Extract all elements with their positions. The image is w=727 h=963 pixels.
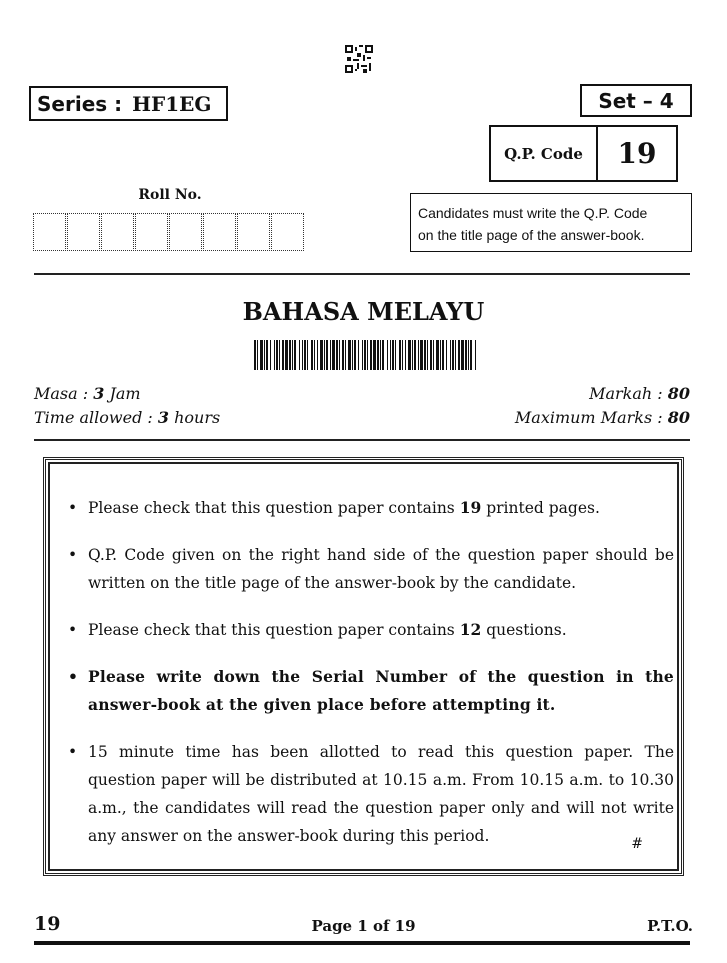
barcode-bar (326, 340, 328, 370)
barcode-bar (336, 340, 338, 370)
questions-count: 12 (459, 620, 482, 639)
barcode-bar (461, 340, 464, 370)
maximum-marks-line (515, 408, 690, 427)
instruction-item: • 15 minute time has been allotted to read this question paper. The question paper will be distributed at 10.15 a.m. From 10.15 a.m. to 10.30 a.m., the candidates will read the question paper only and will not write any answer on the answer-book during this period. (66, 738, 674, 850)
barcode-bar (307, 340, 308, 370)
barcode-bar (302, 340, 303, 370)
footer-rule (34, 941, 690, 945)
candidates-note-box (410, 193, 692, 252)
series-box (29, 86, 228, 121)
barcode-bar (345, 340, 346, 370)
markah-label: Markah : (589, 384, 668, 403)
roll-no-cell (271, 213, 304, 251)
instruction-item (66, 494, 674, 522)
instruction-text: Please check that this question paper contains (88, 621, 460, 639)
set-label: Set – 4 (598, 88, 674, 113)
roll-no-cell (237, 213, 270, 251)
barcode-bar (468, 340, 469, 370)
barcode-bar (342, 340, 344, 370)
roll-no-cell (135, 213, 168, 251)
barcode-bar (436, 340, 439, 370)
masa-line (34, 384, 141, 403)
instruction-item: • Q.P. Code given on the right hand side of the question paper should be written on the title page of the answer-book by the candidate. (66, 541, 674, 597)
header-divider (34, 273, 690, 275)
barcode-bar (387, 340, 388, 370)
candidates-note-line: Candidates must write the Q.P. Code (418, 205, 648, 221)
max-marks-value: 80 (667, 408, 690, 427)
barcode-bar (455, 340, 456, 370)
barcode-bar (470, 340, 472, 370)
barcode-bar (266, 340, 268, 370)
roll-no-cell (101, 213, 134, 251)
barcode-bar (317, 340, 318, 370)
time-allowed-line (34, 408, 220, 427)
barcode-bar (330, 340, 331, 370)
masa-value: 3 (93, 384, 105, 403)
barcode-bar (420, 340, 423, 370)
subject-title: BAHASA MELAYU (242, 297, 485, 326)
time-value: 3 (157, 408, 170, 427)
barcode-bar (292, 340, 293, 370)
barcode-bar (399, 340, 401, 370)
footer-qp-code: 19 (34, 913, 61, 935)
barcode-bar (339, 340, 340, 370)
barcode-bar (264, 340, 265, 370)
barcode-bar (311, 340, 313, 370)
barcode-bar (380, 340, 381, 370)
barcode-bar (362, 340, 363, 370)
instruction-text: questions. (481, 621, 567, 639)
qr-code (345, 45, 373, 73)
barcode-bar (390, 340, 391, 370)
barcode-bar (373, 340, 376, 370)
roll-no-cell (33, 213, 66, 251)
series-code: HF1EG (132, 91, 212, 116)
qp-code-value: 19 (617, 137, 657, 170)
barcode-bar (418, 340, 419, 370)
barcode-bar (274, 340, 275, 370)
barcode-bar (289, 340, 291, 370)
barcode-bar (354, 340, 356, 370)
barcode-bar (392, 340, 394, 370)
instructions-box (43, 457, 684, 876)
markah-line (589, 384, 690, 403)
instruction-item (66, 616, 674, 644)
masa-unit: Jam (104, 384, 141, 403)
barcode-bar (446, 340, 447, 370)
barcode-bar (395, 340, 396, 370)
barcode-bar (408, 340, 411, 370)
barcode-bar (260, 340, 263, 370)
barcode-bar (294, 340, 296, 370)
candidates-note-line: on the title page of the answer-book. (418, 227, 645, 243)
barcode-bar (427, 340, 428, 370)
barcode-bar (364, 340, 366, 370)
barcode-bar (352, 340, 353, 370)
instruction-text: printed pages. (481, 499, 600, 517)
barcode-bar (382, 340, 384, 370)
barcode-bar (440, 340, 441, 370)
meta-divider (34, 439, 690, 441)
barcode-bar (458, 340, 460, 370)
barcode-bar (314, 340, 315, 370)
footer-pto: P.T.O. (647, 917, 693, 935)
instructions-inner (48, 462, 679, 871)
barcode-bar (348, 340, 351, 370)
hash-mark: # (631, 836, 643, 852)
barcode-bar (324, 340, 325, 370)
barcode-bar (402, 340, 403, 370)
barcode-bar (299, 340, 300, 370)
barcode-bar (430, 340, 432, 370)
barcode-bar (320, 340, 323, 370)
barcode-bar (424, 340, 426, 370)
time-label: Time allowed : (34, 408, 158, 427)
barcode-bar (254, 340, 256, 370)
barcode-bar (475, 340, 476, 370)
barcode-bar (304, 340, 306, 370)
roll-no-cell (203, 213, 236, 251)
barcode-bar (412, 340, 413, 370)
barcode-bar (370, 340, 372, 370)
barcode-bar (442, 340, 444, 370)
barcode-bar (257, 340, 258, 370)
barcode-bar (433, 340, 434, 370)
instructions-list (66, 494, 674, 869)
barcode-bar (377, 340, 379, 370)
footer-page-number: Page 1 of 19 (311, 917, 416, 935)
markah-value: 80 (667, 384, 690, 403)
printed-pages-count: 19 (459, 498, 482, 517)
barcode (254, 340, 476, 370)
barcode-bar (270, 340, 271, 370)
time-unit: hours (169, 408, 221, 427)
barcode-bar (285, 340, 288, 370)
roll-no-cell (67, 213, 100, 251)
qp-code-box (489, 125, 678, 182)
roll-no-label: Roll No. (138, 187, 202, 203)
barcode-bar (276, 340, 278, 370)
barcode-bar (332, 340, 335, 370)
barcode-bar (279, 340, 280, 370)
instruction-item: • Please write down the Serial Number of the question in the answer-book at the given place before attempting it. (66, 663, 674, 719)
barcode-bar (367, 340, 368, 370)
masa-label: Masa : (34, 384, 94, 403)
max-marks-label: Maximum Marks : (514, 408, 668, 427)
barcode-bar (465, 340, 467, 370)
barcode-bar (405, 340, 406, 370)
barcode-bar (450, 340, 451, 370)
barcode-bar (452, 340, 454, 370)
barcode-bar (414, 340, 416, 370)
barcode-bar (282, 340, 284, 370)
qp-code-label: Q.P. Code (491, 127, 598, 180)
instruction-text: Please check that this question paper contains (88, 499, 460, 517)
roll-no-cell (169, 213, 202, 251)
set-box (580, 84, 692, 117)
roll-no-boxes (33, 213, 305, 251)
series-label: Series : (37, 91, 123, 116)
barcode-bar (358, 340, 359, 370)
